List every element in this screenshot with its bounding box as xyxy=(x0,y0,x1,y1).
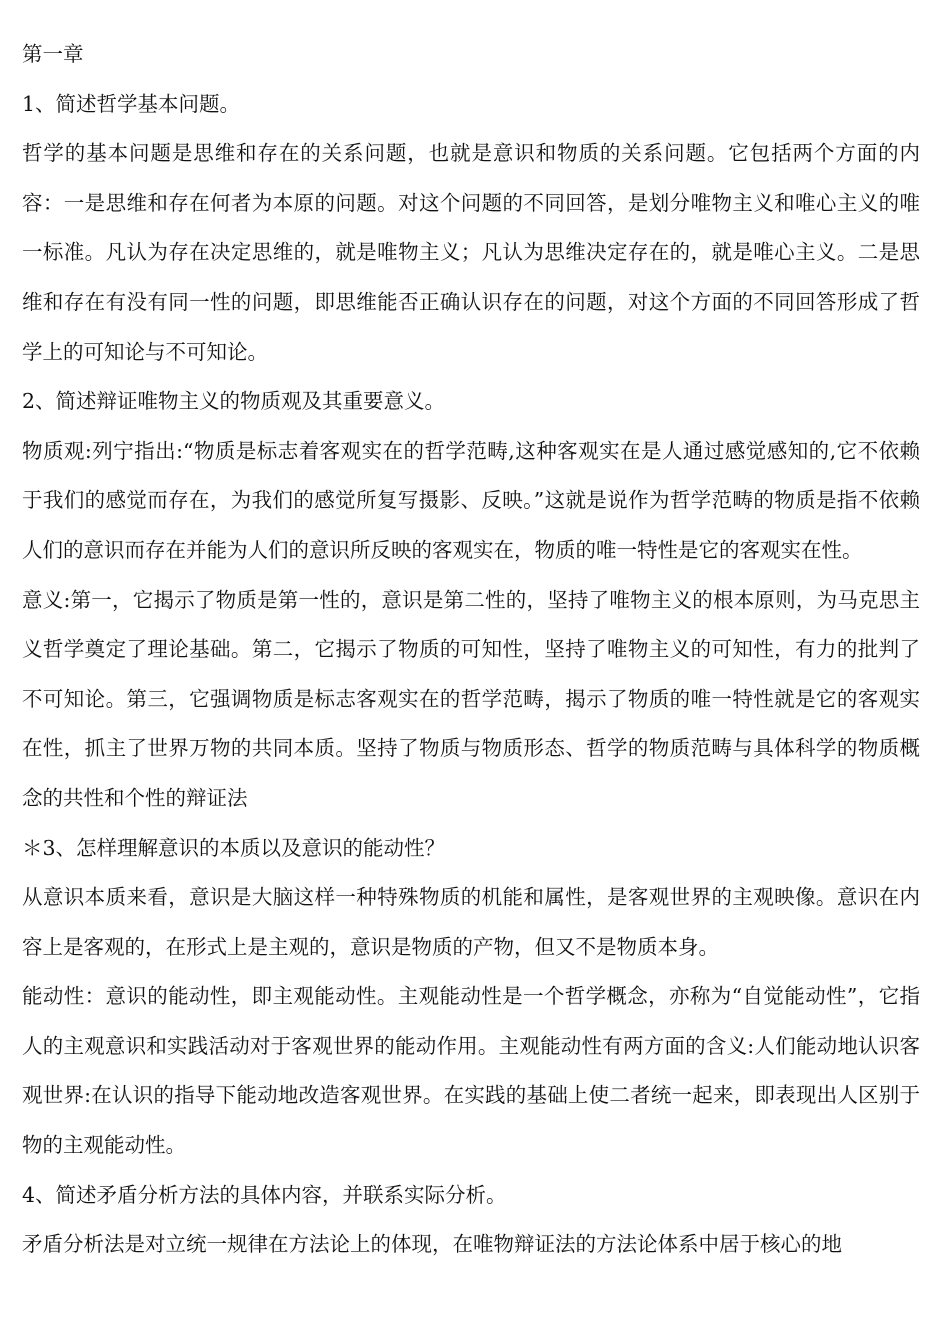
chapter-title: 第一章 xyxy=(22,42,84,66)
question-4-heading: 4、简述矛盾分析方法的具体内容，并联系实际分析。 xyxy=(22,1182,507,1207)
question-2-matter-view: 物质观:列宁指出:“物质是标志着客观实在的哲学范畴,这种客观实在是人通过感觉感知的,它不依赖于我们的感觉而存在，为我们的感觉所复写摄影、反映。”这就是说作为哲学范畴的物质是指不依赖人们的意识而存在并能为人们的意识所反映的客观实在，物质的唯一特性是它的客观实在性。 xyxy=(22,438,920,562)
question-3-essence: 从意识本质来看，意识是大脑这样一种特殊物质的机能和属性，是客观世界的主观映像。意识在内容上是客观的，在形式上是主观的，意识是物质的产物，但又不是物质本身。 xyxy=(22,885,920,959)
question-4-answer: 矛盾分析法是对立统一规律在方法论上的体现，在唯物辩证法的方法论体系中居于核心的地 xyxy=(22,1232,842,1257)
question-3-initiative: 能动性：意识的能动性，即主观能动性。主观能动性是一个哲学概念，亦称为“自觉能动性”，它指人的主观意识和实践活动对于客观世界的能动作用。主观能动性有两方面的含义:人们能动地认识客观世界:在认识的指导下能动地改造客观世界。在实践的基础上使二者统一起来，即表现出人区别于物的主观能动性。 xyxy=(22,984,920,1158)
question-2-significance: 意义:第一，它揭示了物质是第一性的，意识是第二性的，坚持了唯物主义的根本原则，为马克思主义哲学奠定了理论基础。第二，它揭示了物质的可知性，坚持了唯物主义的可知性，有力的批判了不可知论。第三，它强调物质是标志客观实在的哲学范畴，揭示了物质的唯一特性就是它的客观实在性，抓主了世界万物的共同本质。坚持了物质与物质形态、哲学的物质范畴与具体科学的物质概念的共性和个性的辩证法 xyxy=(22,587,920,810)
question-2-heading: 2、简述辩证唯物主义的物质观及其重要意义。 xyxy=(22,389,446,414)
question-1-heading: 1、简述哲学基本问题。 xyxy=(22,91,241,116)
question-3-heading: ＊3、怎样理解意识的本质以及意识的能动性？ xyxy=(22,835,446,860)
document-body xyxy=(22,30,920,1270)
question-1-answer: 哲学的基本问题是思维和存在的关系问题，也就是意识和物质的关系问题。它包括两个方面的内容：一是思维和存在何者为本原的问题。对这个问题的不同回答，是划分唯物主义和唯心主义的唯一标准。凡认为存在决定思维的，就是唯物主义；凡认为思维决定存在的，就是唯心主义。二是思维和存在有没有同一性的问题，即思维能否正确认识存在的问题，对这个方面的不同回答形成了哲学上的可知论与不可知论。 xyxy=(22,141,920,364)
